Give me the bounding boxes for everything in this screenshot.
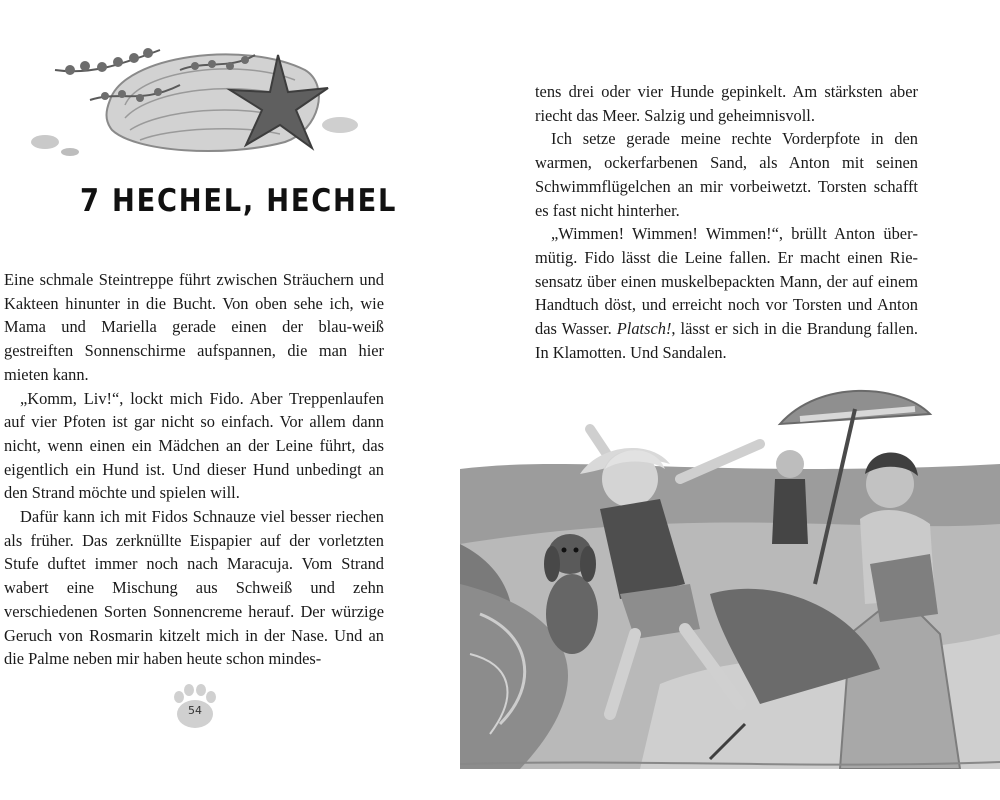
paragraph: „Komm, Liv!“, lockt mich Fido. Aber Treppenlaufen auf vier Pfoten ist gar nicht so einfach. Vor allem dann nicht, wenn einen ein Mädchen an der Leine führt, das eigentlich ein Hund ist. Und dieser Hund unbedingt an den Strand möchte und spielen will. [4, 388, 384, 503]
woman-sitting-icon [772, 450, 808, 544]
emphasis-text: Platsch! [616, 319, 672, 339]
dog-icon [544, 534, 598, 654]
paragraph: Eine schmale Steintreppe führt zwischen Sträuchern und Kakteen hinunter in die Bucht. Von oben sehe ich, wie Mama und Mariella gerade einen der blau-weiß gestreiften Sonnenschirme aufspannen, die man hier mieten kann. [4, 270, 384, 384]
right-page-body [535, 80, 918, 364]
page-number-badge [170, 683, 220, 729]
left-page-body [4, 268, 384, 671]
text-span: , lässt er sich in die Brandung fallen. In Klamotten. Und Sandalen. [535, 319, 918, 362]
beach-stone [61, 148, 79, 156]
paragraph [535, 222, 918, 364]
chapter-header-illustration [30, 30, 370, 165]
page-number: 54 [188, 704, 202, 717]
paragraph: Dafür kann ich mit Fidos Schnauze viel besser riechen als früher. Das zerknüllte Eispapier auf der vorletzten Stufe duftet immer noch nach Maracuja. Vom Strand wabert eine Mischung aus Schweiß und zehn verschiedenen Sorten Sonnencreme herauf. Der würzige Geruch von Rosmarin kitzelt mich in der Nase. Und an die Palme neben mir haben heute schon mindes- [4, 507, 384, 669]
beach-stone [322, 117, 358, 133]
text-span: „Wimmen! Wimmen! Wimmen!“, brüllt Anton übermütig. Fido lässt die Leine fallen. Er macht einen Riesensatz über einen muskelbepackten Mann, der auf einem Handtuch döst, und erreicht noch vor Torsten und Anton das Wasser. [535, 224, 918, 339]
paragraph: Ich setze gerade meine rechte Vorderpfote in den warmen, ockerfarbenen Sand, als Anton mit seinen Schwimmflügelchen an mir vorbeiwetzt. Torsten schafft es fast nicht hinterher. [535, 129, 918, 220]
chapter-title: 7 HECHEL, HECHEL [80, 183, 398, 219]
beach-scene-illustration [460, 384, 1000, 769]
paragraph: tens drei oder vier Hunde gepinkelt. Am stärksten aber riecht das Meer. Salzig und geheimnisvoll. [535, 82, 918, 125]
beach-stone [31, 135, 59, 149]
